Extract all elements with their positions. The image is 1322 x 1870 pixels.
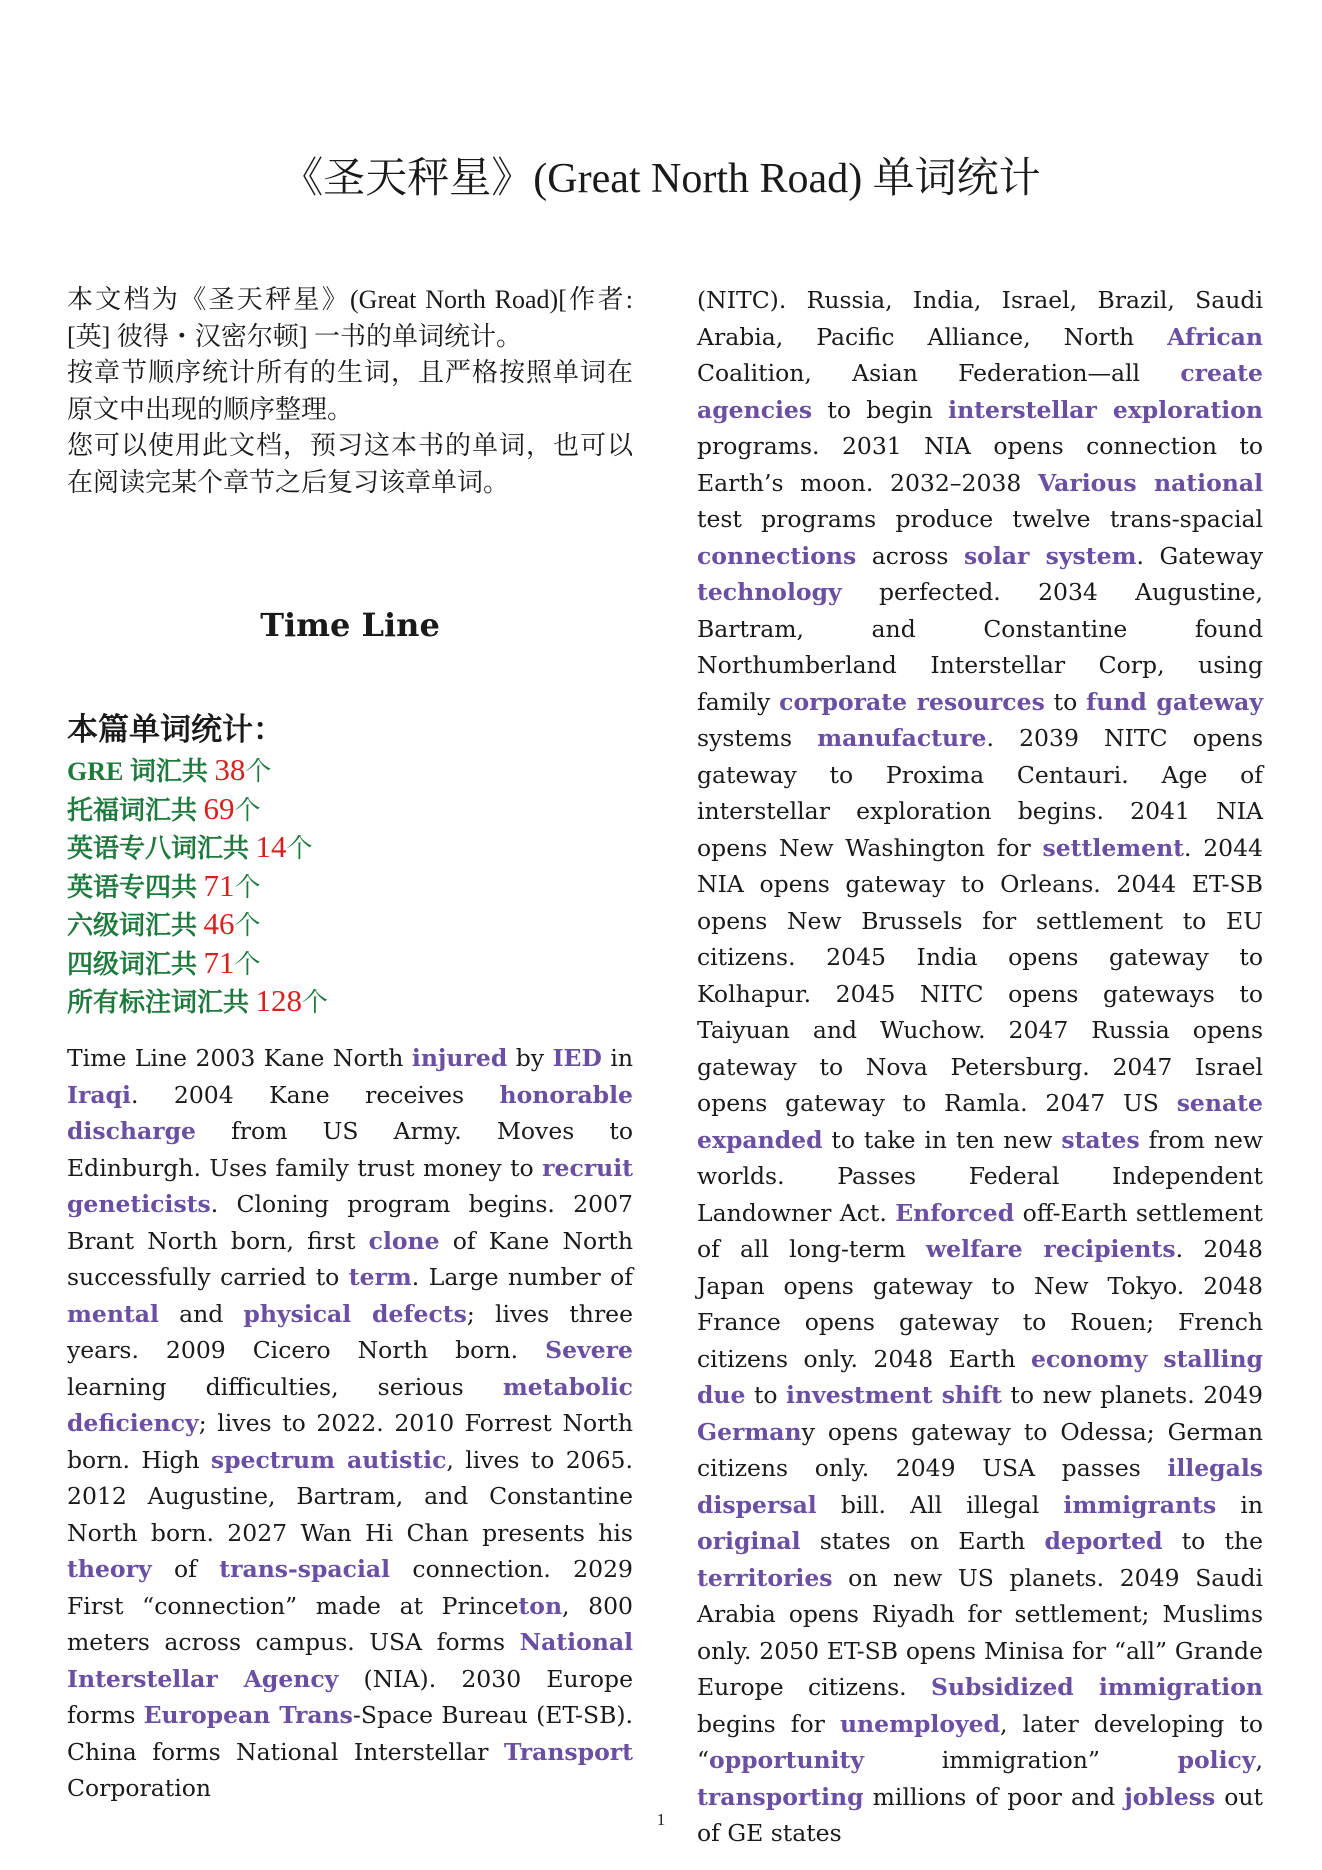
text-run: in (601, 1044, 633, 1072)
stat-label: GRE 词汇共 (67, 757, 215, 786)
vocab-word: immigrants (1063, 1490, 1217, 1519)
text-run: . 2004 Kane receives (130, 1080, 500, 1109)
text-run: (NITC). Russia, India, Israel, Brazil, Saudi Arabia, Pacific Alliance, North (697, 286, 1263, 351)
vocab-word: clone (368, 1226, 440, 1255)
text-run: to new planets. 2049 (1001, 1381, 1263, 1409)
text-run: . Large number of (411, 1263, 633, 1291)
text-run: . Cloning program begins. 2007 Brant North born, first (67, 1190, 633, 1255)
text-run: Time Line 2003 Kane North (67, 1044, 412, 1072)
stats-heading: 本篇单词统计： (67, 712, 284, 747)
stat-label: 六级词汇共 (67, 911, 204, 940)
text-run: , lives to 2065. 2012 Augustine, Bartram, and Constantine North born. 2027 Wan Hi Chan presents his (67, 1445, 633, 1547)
text-run: from new worlds. Passes Federal Independent Landowner Act. (697, 1125, 1263, 1227)
vocab-word: Various national (1038, 468, 1263, 497)
stat-row (67, 791, 633, 830)
stat-label: 英语专八词汇共 (67, 834, 256, 863)
right-column (697, 282, 1263, 1852)
text-run: and (158, 1299, 244, 1328)
stat-row (67, 945, 633, 984)
vocab-word: theory (67, 1555, 152, 1583)
stat-label: 托福词汇共 (67, 795, 204, 825)
text-run: across (856, 541, 964, 570)
page-title: 《圣天秤星》(Great North Road) 单词统计 (281, 156, 1041, 202)
text-run: Corporation (67, 1774, 212, 1802)
text-run: systems (697, 724, 818, 752)
text-run: to take in ten new (822, 1125, 1062, 1154)
text-run: from US Army. Moves to Edinburgh. Uses family trust money to (67, 1117, 633, 1182)
text-run: y opens gateway to Odessa; German citizens only. 2049 USA passes (697, 1417, 1263, 1482)
vocab-word: jobless (1124, 1782, 1216, 1811)
text-run: -Space Bureau (ET-SB). China forms National Interstellar (67, 1701, 633, 1766)
stats-list (67, 752, 633, 1022)
stat-count: 69 (203, 790, 235, 826)
vocab-word: policy (1177, 1746, 1256, 1774)
text-run: by (507, 1044, 553, 1072)
vocab-word: African (1167, 322, 1263, 351)
stat-row (67, 752, 633, 791)
text-run: . Gateway (1136, 541, 1263, 570)
stat-row (67, 906, 633, 945)
text-run: of Kane North successfully carried to (67, 1226, 634, 1291)
stat-count: 14 (255, 829, 287, 864)
vocab-word: trans-spacial (219, 1555, 391, 1583)
vocab-word: fund gateway (1086, 687, 1263, 716)
vocab-word: deported (1044, 1527, 1163, 1555)
vocab-word: illegals dispersal (697, 1454, 1263, 1519)
vocab-word: senate expanded (697, 1089, 1263, 1154)
text-run: states on Earth (800, 1527, 1045, 1555)
text-run: . 2044 NIA opens gateway to Orleans. 2044 ET-SB opens New Brussels for settlement to EU citizens. 2045 India opens gateway to Kolhapur. 2045 NITC opens gateways to Taiyuan and Wuchow. 2047 Russia opens gateway to Nova Petersburg. 2047 Israel opens gateway to Ramla. 2047 US (697, 833, 1264, 1117)
vocab-word: physical defects (243, 1299, 467, 1328)
vocab-word: Subsidized immigration (931, 1673, 1263, 1701)
text-run: ; lives three years. 2009 Cicero North born. (67, 1299, 633, 1364)
text-run: learning difficulties, serious (67, 1372, 503, 1401)
vocab-word: corporate resources (779, 687, 1045, 716)
vocab-word: National Interstellar Agency (67, 1628, 633, 1693)
stat-unit: 个 (234, 911, 261, 940)
text-run: (NIA). 2030 Europe forms (67, 1664, 633, 1729)
vocab-word: injured (411, 1044, 508, 1072)
stat-row (67, 868, 633, 907)
vocab-word: German (697, 1417, 802, 1446)
vocab-word: opportunity (709, 1746, 865, 1774)
intro-line: 您可以使用此文档，预习这本书的单词，也可以在阅读完某个章节之后复习该章单词。 (67, 431, 633, 497)
vocab-word: investment shift (786, 1381, 1002, 1409)
intro-line: 本文档为《圣天秤星》(Great North Road)[作者: [英] 彼得・汉密尔顿] 一书的单词统计。 (67, 285, 633, 351)
intro-line: 按章节顺序统计所有的生词，且严格按照单词在原文中出现的顺序整理。 (67, 358, 633, 424)
stat-count: 71 (203, 944, 235, 980)
timeline-text-right (697, 282, 1263, 1852)
vocab-word: transporting (697, 1782, 864, 1811)
text-run: . 2048 Japan opens gateway to New Tokyo. 2048 France opens gateway to Rouen; French citizens only. 2048 Earth (697, 1235, 1263, 1373)
stat-label: 所有标注词汇共 (67, 988, 256, 1017)
vocab-word: Enforced (895, 1198, 1015, 1227)
text-run: of (151, 1555, 220, 1583)
text-run: ; lives to 2022. 2010 Forrest North born. High (67, 1409, 633, 1474)
stat-count: 46 (203, 906, 235, 941)
text-run: , 800 meters across campus. USA forms (67, 1591, 633, 1656)
text-run: in (1216, 1490, 1263, 1519)
text-run: to (745, 1381, 787, 1409)
vocab-word: settlement (1042, 833, 1185, 862)
stat-unit: 个 (286, 834, 313, 863)
stat-count: 38 (214, 752, 246, 787)
vocab-word: honorable discharge (67, 1080, 633, 1145)
vocab-word: connections (697, 541, 857, 570)
vocab-word: technology (697, 578, 842, 606)
vocab-word: economy stalling due (697, 1344, 1263, 1409)
left-body-column (67, 1040, 633, 1807)
intro-text (67, 282, 633, 501)
vocab-word: Severe (545, 1336, 633, 1364)
text-run: . 2039 NITC opens gateway to Proxima Centauri. Age of interstellar exploration begins. 2041 NIA opens New Washington for (697, 724, 1264, 862)
stat-unit: 个 (234, 872, 261, 902)
text-run: to (1044, 687, 1087, 716)
vocab-word: Transport (503, 1737, 633, 1766)
word-stats (67, 708, 633, 1022)
vocab-word: original (697, 1527, 801, 1555)
stat-label: 四级词汇共 (67, 949, 204, 979)
vocab-word: unemployed (839, 1709, 1001, 1738)
vocab-word: recruit geneticists (67, 1153, 633, 1218)
vocab-word: states (1061, 1125, 1140, 1154)
stat-count: 128 (255, 983, 303, 1018)
vocab-word: term (348, 1263, 412, 1291)
page-number: 1 (656, 1810, 666, 1829)
text-run: Coalition, Asian Federation—all (697, 359, 1181, 387)
text-run: perfected. 2034 Augustine, Bartram, and Constantine found Northumberland Interstellar Corp, using family (697, 578, 1263, 716)
vocab-word: solar system (963, 541, 1137, 570)
vocab-word: ton (518, 1591, 563, 1620)
text-run: to begin (812, 395, 949, 424)
timeline-text-left (67, 1040, 633, 1807)
stat-unit: 个 (234, 795, 261, 825)
text-run: test programs produce twelve trans-spacial (697, 505, 1263, 533)
text-run: , later developing to “ (697, 1709, 1263, 1774)
text-run: on new US planets. 2049 Saudi Arabia opens Riyadh for settlement; Muslims only. 2050 ET-SB opens Minisa for “all” Grande Europe citizens. (697, 1563, 1263, 1701)
vocab-word: IED (552, 1044, 602, 1072)
text-run: millions of poor and (863, 1782, 1125, 1811)
text-run: bill. All illegal (816, 1490, 1064, 1519)
text-run: immigration” (864, 1746, 1178, 1774)
vocab-word: interstellar exploration (948, 395, 1263, 424)
text-run: , (1255, 1746, 1263, 1774)
vocab-word: mental (67, 1299, 159, 1328)
left-column (67, 282, 633, 501)
vocab-word: welfare recipients (925, 1235, 1176, 1263)
stat-unit: 个 (302, 988, 329, 1017)
vocab-word: manufacture (817, 724, 987, 752)
section-title: Time Line (260, 606, 440, 644)
vocab-word: territories (697, 1563, 833, 1592)
vocab-word: spectrum autistic (210, 1445, 447, 1474)
stat-unit: 个 (234, 949, 261, 979)
vocab-word: metabolic deficiency (67, 1372, 633, 1437)
text-run: to the (1162, 1527, 1263, 1555)
vocab-word: Iraqi (67, 1080, 131, 1109)
text-run: off-Earth settlement of all long-term (697, 1198, 1263, 1263)
stat-label: 英语专四共 (67, 872, 204, 902)
vocab-word: create agencies (697, 359, 1263, 424)
stat-unit: 个 (245, 757, 272, 786)
text-run: out of GE states (697, 1782, 1263, 1847)
vocab-word: European Trans (143, 1701, 353, 1729)
stat-row (67, 829, 633, 868)
stat-row (67, 983, 633, 1022)
text-run: connection. 2029 First “connection” made at Prince (67, 1555, 633, 1620)
text-run: begins for (697, 1709, 840, 1738)
stat-count: 71 (203, 867, 235, 903)
text-run: programs. 2031 NIA opens connection to Earth’s moon. 2032–2038 (697, 432, 1263, 497)
